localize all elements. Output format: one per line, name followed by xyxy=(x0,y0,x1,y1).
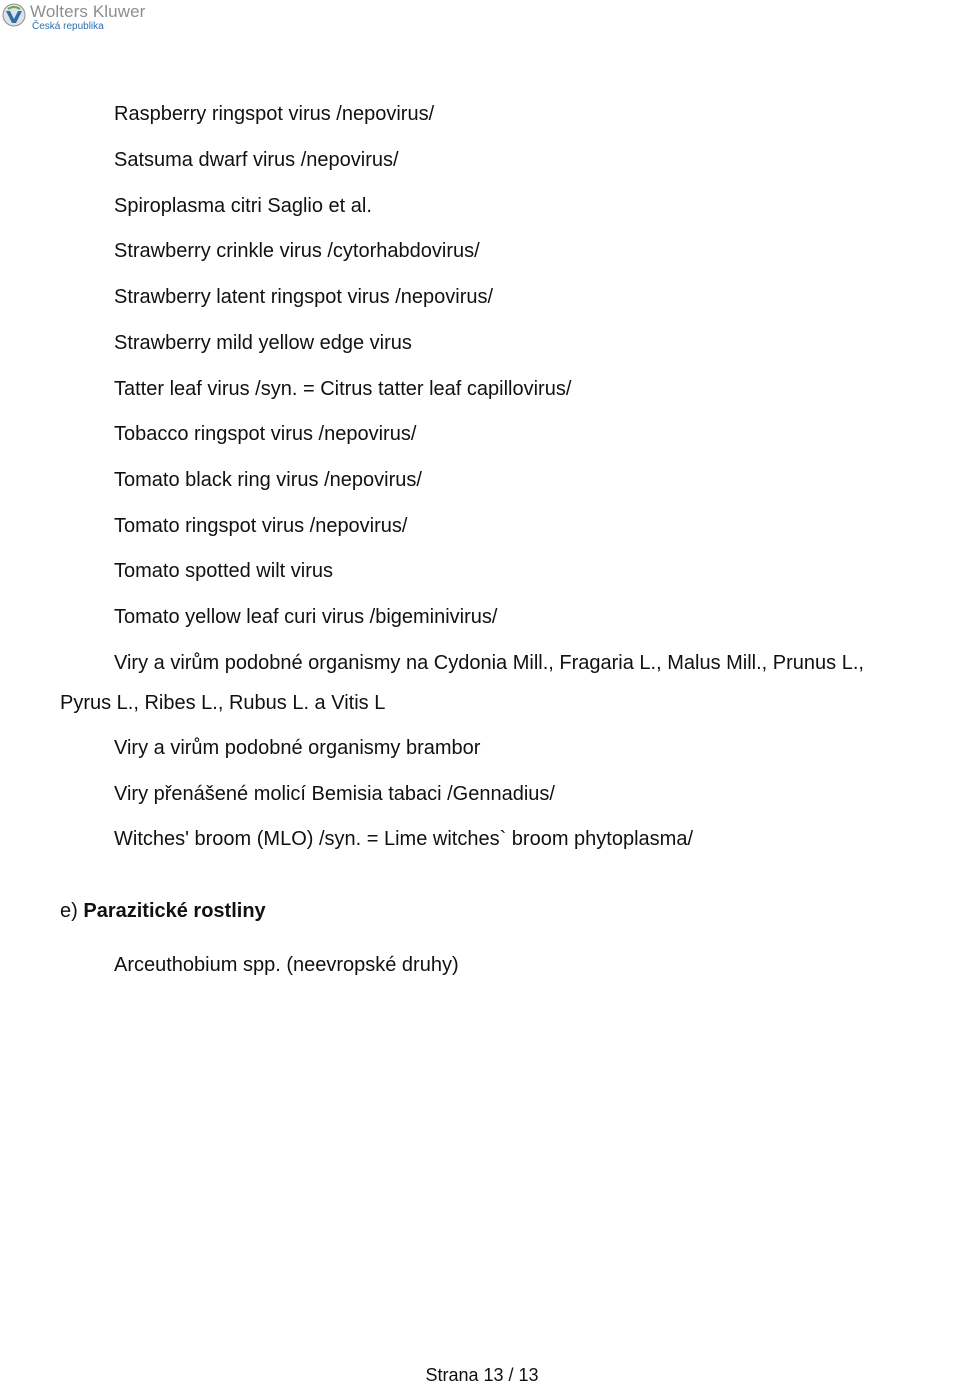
page-number: Strana 13 / 13 xyxy=(425,1365,539,1385)
list-item-wrapped-first: Viry a virům podobné organismy na Cydonia Mill., Fragaria L., Malus Mill., Prunus L., xyxy=(114,652,864,674)
logo-subtitle: Česká republika xyxy=(32,21,104,32)
section-title: Parazitické rostliny xyxy=(83,900,266,922)
list-item: Tomato ringspot virus /nepovirus/ xyxy=(114,515,408,537)
list-item: Strawberry crinkle virus /cytorhabdovirus/ xyxy=(114,240,480,262)
list-item-wrapped-second: Pyrus L., Ribes L., Rubus L. a Vitis L xyxy=(60,692,386,714)
list-item: Raspberry ringspot virus /nepovirus/ xyxy=(114,103,435,125)
list-item: Strawberry mild yellow edge virus xyxy=(114,332,412,354)
globe-logo-icon xyxy=(2,3,26,27)
logo-brand: Wolters Kluwer xyxy=(30,2,146,21)
list-item: Tatter leaf virus /syn. = Citrus tatter leaf capillovirus/ xyxy=(114,378,572,400)
section-marker: e) xyxy=(60,900,78,922)
list-item: Satsuma dwarf virus /nepovirus/ xyxy=(114,149,399,171)
list-item: Viry přenášené molicí Bemisia tabaci /Gennadius/ xyxy=(114,783,555,805)
list-item: Strawberry latent ringspot virus /nepovirus/ xyxy=(114,286,494,308)
list-item: Viry a virům podobné organismy brambor xyxy=(114,737,481,759)
list-item: Tomato yellow leaf curi virus /bigeminivirus/ xyxy=(114,606,498,628)
list-item: Tobacco ringspot virus /nepovirus/ xyxy=(114,423,417,445)
wolters-kluwer-logo xyxy=(2,2,145,34)
list-item: Tomato black ring virus /nepovirus/ xyxy=(114,469,422,491)
section-heading xyxy=(60,899,266,923)
list-item: Spiroplasma citri Saglio et al. xyxy=(114,195,372,217)
list-item: Tomato spotted wilt virus xyxy=(114,560,333,582)
list-item: Arceuthobium spp. (neevropské druhy) xyxy=(114,954,459,976)
page-footer xyxy=(0,1364,960,1386)
logo-text xyxy=(30,2,145,32)
list-item: Witches' broom (MLO) /syn. = Lime witches` broom phytoplasma/ xyxy=(114,828,694,850)
